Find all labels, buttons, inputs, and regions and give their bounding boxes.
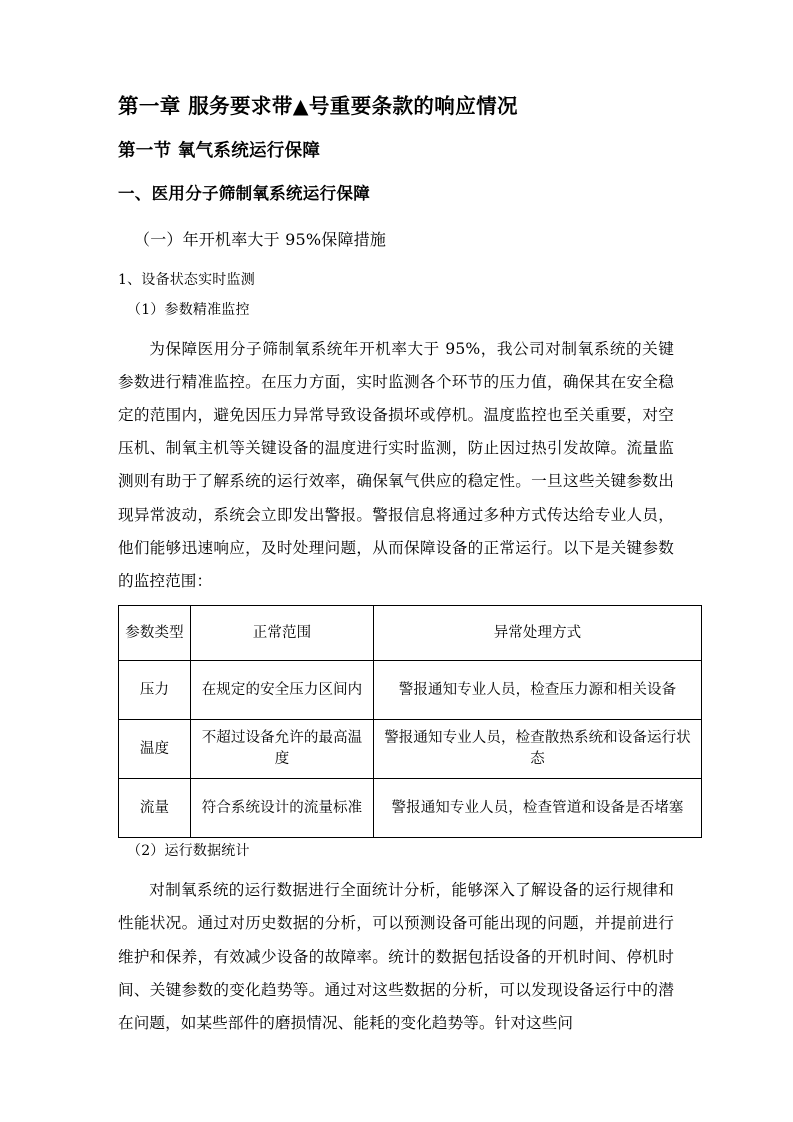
list-item: （2）运行数据统计 (127, 843, 250, 860)
table-cell-action: 警报通知专业人员，检查压力源和相关设备 (374, 661, 702, 720)
table-header-cell: 异常处理方式 (374, 606, 702, 661)
sub-heading: （一）年开机率大于 95%保障措施 (134, 229, 387, 249)
document-content (118, 94, 691, 1040)
body-paragraph-1: 为保障医用分子筛制氧系统年开机率大于 95%，我公司对制氧系统的关键参数进行精准监控。在压力方面，实时监测各个环节的压力值，确保其在安全稳定的范围内，避免因压力异常导致设备损坏或停机。温度监控也至关重要，对空压机、制氧主机等关键设备的温度进行实时监测，防止因过热引发故障。流量监测则有助于了解系统的运行效率，确保氧气供应的稳定性。一旦这些关键参数出现异常波动，系统会立即发出警报。警报信息将通过多种方式传达给专业人员，他们能够迅速响应，及时处理问题，从而保障设备的正常运行。以下是关键参数的监控范围： (118, 339, 674, 590)
table-cell-action: 警报通知专业人员，检查散热系统和设备运行状态 (374, 720, 702, 779)
table-row (119, 661, 702, 720)
chapter-heading: 第一章 服务要求带▲号重要条款的响应情况 (118, 94, 518, 118)
item-heading: 一、医用分子筛制氧系统运行保障 (118, 184, 370, 203)
table-row (119, 779, 702, 838)
table-cell-type: 温度 (119, 720, 191, 779)
table-cell-type: 流量 (119, 779, 191, 838)
table-header-cell: 正常范围 (191, 606, 374, 661)
table-cell-range: 符合系统设计的流量标准 (191, 779, 374, 838)
table-header-row (119, 606, 702, 661)
list-item: 1、设备状态实时监测 (118, 271, 255, 288)
table-header-cell: 参数类型 (119, 606, 191, 661)
table-cell-range: 不超过设备允许的最高温度 (191, 720, 374, 779)
table-cell-range: 在规定的安全压力区间内 (191, 661, 374, 720)
table-cell-type: 压力 (119, 661, 191, 720)
body-paragraph-2: 对制氧系统的运行数据进行全面统计分析，能够深入了解设备的运行规律和性能状况。通过对历史数据的分析，可以预测设备可能出现的问题，并提前进行维护和保养，有效减少设备的故障率。统计的数据包括设备的开机时间、停机时间、关键参数的变化趋势等。通过对这些数据的分析，可以发现设备运行中的潜在问题，如某些部件的磨损情况、能耗的变化趋势等。针对这些问 (118, 881, 674, 1032)
section-heading: 第一节 氧气系统运行保障 (118, 140, 321, 161)
table-cell-action: 警报通知专业人员，检查管道和设备是否堵塞 (374, 779, 702, 838)
list-item: （1）参数精准监控 (127, 301, 250, 318)
parameter-monitoring-table (118, 605, 702, 838)
table-row (119, 720, 702, 779)
